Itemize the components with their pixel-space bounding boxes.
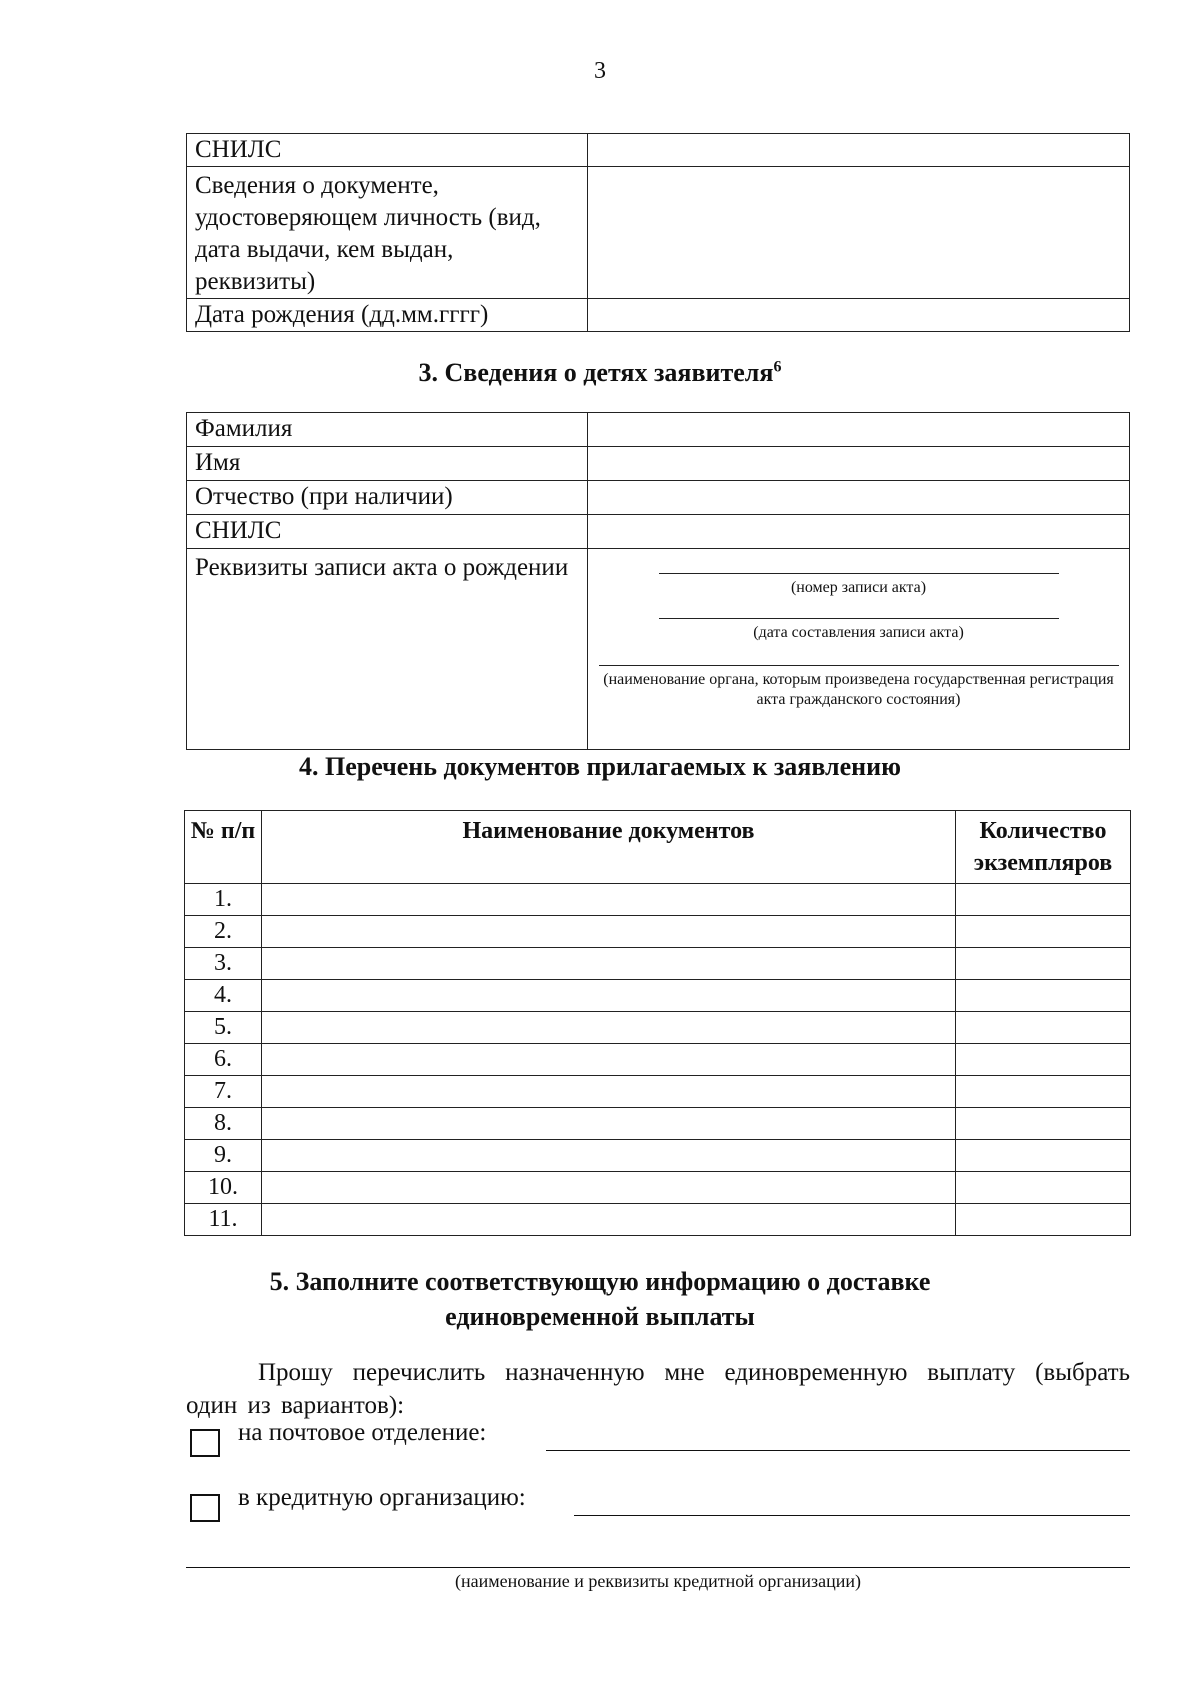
table-row <box>185 884 1131 916</box>
table-row <box>187 299 1130 332</box>
table-row <box>185 1172 1131 1204</box>
record-organ-caption: (наименование органа, которым произведена государственная регистрация акта гражданского состояния) <box>603 671 1114 708</box>
post-office-label: на почтовое отделение: <box>238 1419 487 1446</box>
option-post-office <box>190 1419 1130 1459</box>
birth-date-value[interactable] <box>588 299 1130 332</box>
surname-label: Фамилия <box>187 413 588 447</box>
table-row <box>185 1076 1131 1108</box>
name-label: Имя <box>187 447 588 481</box>
table-row <box>185 1204 1131 1236</box>
table-row <box>187 481 1130 515</box>
page-number: 3 <box>594 58 606 84</box>
birth-record-fields <box>588 549 1130 750</box>
copies-count-cell[interactable] <box>956 1140 1131 1172</box>
documents-table-body <box>185 884 1131 1236</box>
document-name-cell[interactable] <box>262 1204 956 1236</box>
copies-count-cell[interactable] <box>956 948 1131 980</box>
row-number: 10. <box>185 1172 262 1204</box>
table-row <box>185 916 1131 948</box>
row-number: 8. <box>185 1108 262 1140</box>
table-row <box>185 980 1131 1012</box>
col-num-header: № п/п <box>185 811 262 884</box>
document-name-cell[interactable] <box>262 948 956 980</box>
row-number: 2. <box>185 916 262 948</box>
document-name-cell[interactable] <box>262 1012 956 1044</box>
table-header-row <box>185 811 1131 884</box>
child-snils-label: СНИЛС <box>187 515 588 549</box>
birth-date-label: Дата рождения (дд.мм.гггг) <box>187 299 588 332</box>
document-name-cell[interactable] <box>262 980 956 1012</box>
copies-count-cell[interactable] <box>956 1108 1131 1140</box>
document-name-cell[interactable] <box>262 1076 956 1108</box>
request-text: Прошу перечислить назначенную мне единовременную выплату (выбрать один из вариантов): <box>186 1359 1130 1419</box>
section4-title: 4. Перечень документов прилагаемых к заявлению <box>298 752 902 781</box>
patronymic-value[interactable] <box>588 481 1130 515</box>
post-office-line[interactable] <box>546 1450 1130 1451</box>
row-number: 4. <box>185 980 262 1012</box>
footnote-mark: 6 <box>773 358 782 376</box>
table-row <box>187 549 1130 750</box>
row-number: 1. <box>185 884 262 916</box>
copies-count-cell[interactable] <box>956 1044 1131 1076</box>
table-row <box>187 447 1130 481</box>
record-number-line[interactable] <box>659 569 1059 574</box>
birth-record-label: Реквизиты записи акта о рождении <box>187 549 588 750</box>
id-document-label: Сведения о документе, удостоверяющем личность (вид, дата выдачи, кем выдан, реквизиты) <box>187 167 588 299</box>
surname-value[interactable] <box>588 413 1130 447</box>
table-row <box>185 1044 1131 1076</box>
id-document-value[interactable] <box>588 167 1130 299</box>
row-number: 3. <box>185 948 262 980</box>
post-office-checkbox[interactable] <box>190 1429 220 1457</box>
document-name-cell[interactable] <box>262 1044 956 1076</box>
patronymic-label: Отчество (при наличии) <box>187 481 588 515</box>
table-row <box>187 515 1130 549</box>
document-name-cell[interactable] <box>262 1140 956 1172</box>
snils-label: СНИЛС <box>187 134 588 167</box>
copies-count-cell[interactable] <box>956 884 1131 916</box>
snils-value[interactable] <box>588 134 1130 167</box>
name-value[interactable] <box>588 447 1130 481</box>
row-number: 9. <box>185 1140 262 1172</box>
row-number: 5. <box>185 1012 262 1044</box>
table-row <box>187 134 1130 167</box>
credit-org-checkbox[interactable] <box>190 1494 220 1522</box>
table-row <box>187 167 1130 299</box>
document-name-cell[interactable] <box>262 1172 956 1204</box>
copies-count-cell[interactable] <box>956 1012 1131 1044</box>
section3-title: 3. Сведения о детях заявителя$^6$ <box>418 358 782 387</box>
credit-org-label: в кредитную организацию: <box>238 1484 526 1511</box>
table-row <box>185 948 1131 980</box>
copies-count-cell[interactable] <box>956 916 1131 948</box>
table-row <box>185 1108 1131 1140</box>
row-number: 11. <box>185 1204 262 1236</box>
copies-count-cell[interactable] <box>956 1204 1131 1236</box>
option-credit-org <box>190 1484 1130 1524</box>
documents-table <box>184 810 1131 1236</box>
col-name-header: Наименование документов <box>262 811 956 884</box>
record-date-line[interactable] <box>659 598 1059 619</box>
table-row <box>187 413 1130 447</box>
col-count-header: Количество экземпляров <box>956 811 1131 884</box>
credit-org-line[interactable] <box>574 1515 1130 1516</box>
children-table <box>186 412 1130 750</box>
table-row <box>185 1140 1131 1172</box>
bank-details-line[interactable] <box>186 1567 1130 1568</box>
child-snils-value[interactable] <box>588 515 1130 549</box>
document-name-cell[interactable] <box>262 884 956 916</box>
copies-count-cell[interactable] <box>956 980 1131 1012</box>
record-organ-line[interactable] <box>599 643 1119 666</box>
row-number: 6. <box>185 1044 262 1076</box>
record-number-caption: (номер записи акта) <box>790 579 927 596</box>
record-date-caption: (дата составления записи акта) <box>753 624 964 641</box>
table-row <box>185 1012 1131 1044</box>
applicant-table <box>186 133 1130 332</box>
bank-details-caption: (наименование и реквизиты кредитной организации) <box>454 1571 862 1591</box>
copies-count-cell[interactable] <box>956 1172 1131 1204</box>
copies-count-cell[interactable] <box>956 1076 1131 1108</box>
document-name-cell[interactable] <box>262 1108 956 1140</box>
row-number: 7. <box>185 1076 262 1108</box>
document-name-cell[interactable] <box>262 916 956 948</box>
section5-title: 5. Заполните соответствующую информацию о доставке единовременной выплаты <box>269 1267 931 1331</box>
